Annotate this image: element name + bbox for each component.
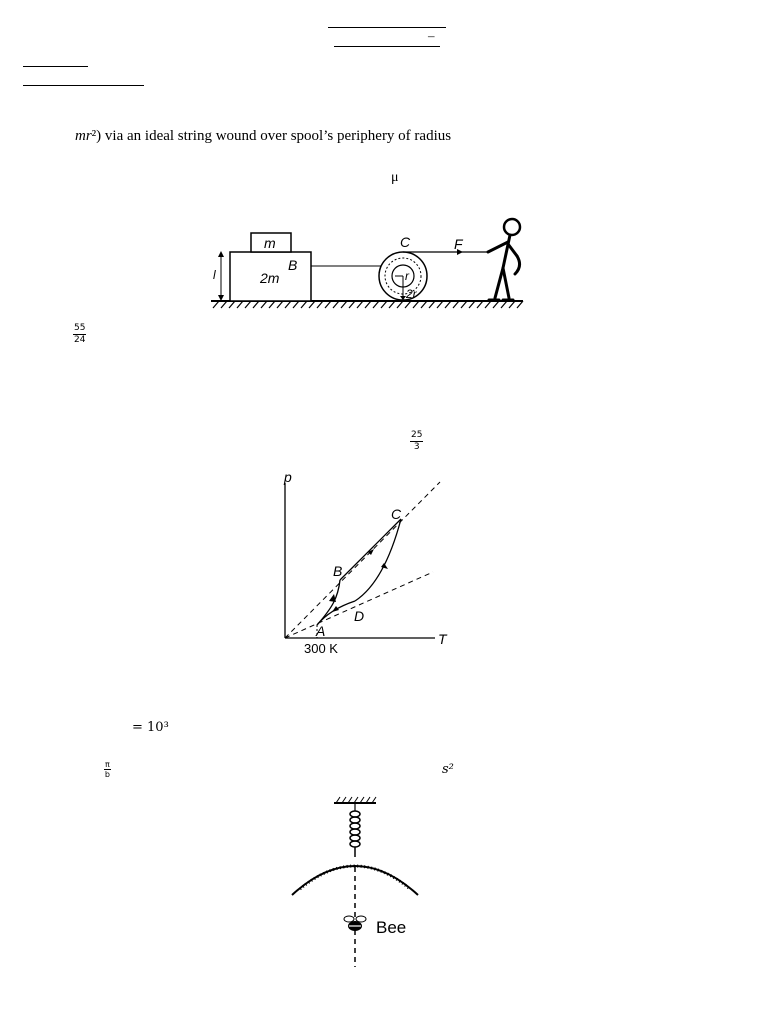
problem1-text: mr²) via an ideal string wound over spool’s periphery of radius	[75, 128, 452, 144]
label-F: F	[454, 236, 463, 252]
section-underline-1	[23, 66, 88, 67]
section-underline-2	[23, 85, 144, 86]
title-underline-2	[334, 46, 440, 47]
problem2-answer-fraction	[410, 430, 423, 453]
fraction-denominator: 3	[413, 442, 420, 452]
fraction-numerator: 25	[411, 430, 423, 440]
bee-label: Bee	[376, 918, 407, 937]
fraction-denominator: b	[104, 770, 110, 779]
point-B: B	[333, 563, 343, 579]
point-D: D	[354, 608, 365, 624]
label-2r: 2r	[406, 287, 417, 301]
pt-cycle-diagram	[270, 468, 460, 658]
problem3-unit: s²	[442, 762, 454, 777]
label-m: m	[264, 235, 276, 251]
label-2m: 2m	[260, 270, 280, 286]
mu-symbol: μ	[391, 170, 399, 185]
problem1-answer-fraction	[73, 323, 86, 346]
spring	[350, 811, 360, 847]
axis-T-label: T	[438, 631, 447, 647]
title-dash: –	[428, 28, 435, 43]
temp-300k-label: 300 K	[304, 641, 338, 656]
label-C: C	[400, 234, 411, 250]
label-l: l	[213, 268, 216, 282]
person-figure	[488, 219, 520, 300]
fraction-numerator: 55	[74, 323, 86, 333]
point-A: A	[316, 623, 326, 639]
label-r: r	[405, 269, 409, 283]
fraction-denominator: 24	[74, 335, 86, 345]
math-mr: mr	[75, 128, 92, 144]
fraction-numerator: π	[105, 760, 110, 769]
point-C: C	[391, 506, 402, 522]
bee-icon	[344, 916, 366, 931]
spring-mirror-bee-figure	[288, 795, 423, 970]
label-B: B	[288, 257, 298, 273]
spool-figure	[205, 212, 535, 312]
ground-hatch	[213, 301, 523, 308]
problem3-fraction	[104, 760, 111, 779]
problem3-equation: = 10³	[132, 720, 169, 735]
axis-p-label: p	[284, 469, 292, 485]
